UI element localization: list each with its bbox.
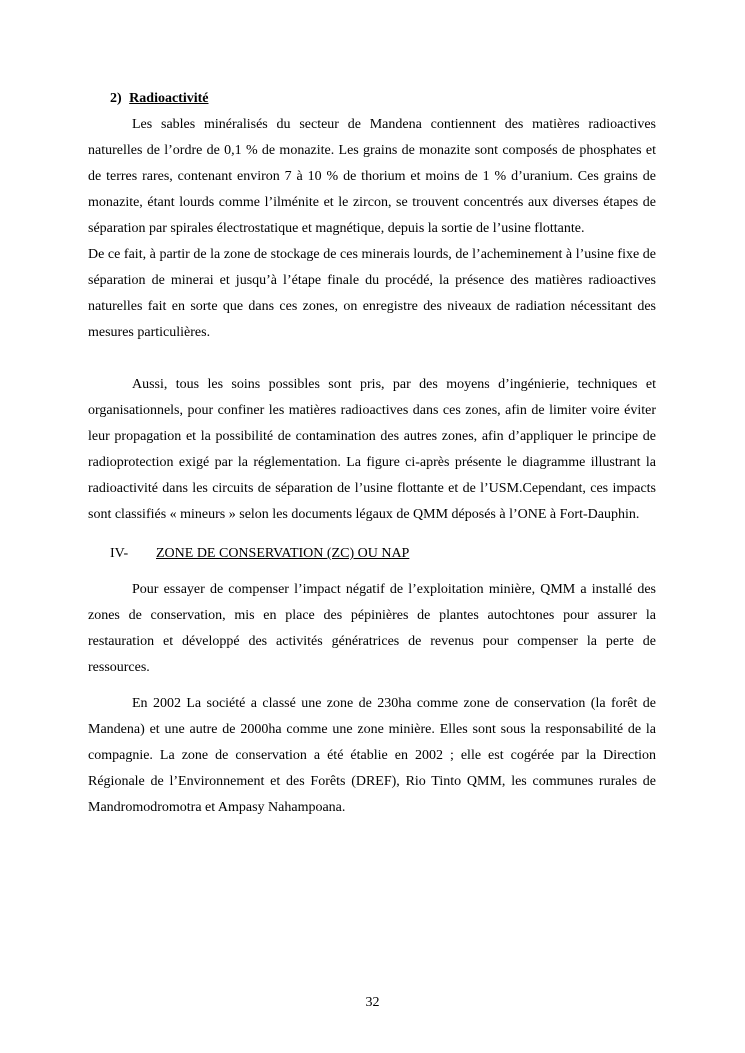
section-heading-radioactivity — [88, 86, 656, 112]
section-number: IV- — [110, 546, 129, 561]
section-heading-conservation — [88, 541, 656, 567]
paragraph-conservation-zone-2002: En 2002 La société a classé une zone de 230ha comme zone de conservation (la forêt de Mandena) et une autre de 2000ha comme une zone minière. Elles sont sous la responsabilité de la compagnie. La zone de conservation a été établie en 2002 ; elle est cogérée par la Direction Régionale de l’Environnement et des Forêts (DREF), Rio Tinto QMM, les communes rurales de Mandromodromotra et Ampasy Nahampoana. — [88, 696, 656, 815]
paragraph-conservation-measures: Pour essayer de compenser l’impact négatif de l’exploitation minière, QMM a installé des zones de conservation, mis en place des pépinières de plantes autochtones pour assurer la restauration et développé des activités génératrices de revenus pour compenser la perte de ressources. — [88, 582, 656, 675]
paragraph-radiation-zones: De ce fait, à partir de la zone de stockage de ces minerais lourds, de l’acheminement à l’usine fixe de séparation de minerai et jusqu’à l’étape finale du procédé, la présence des matières radioactives naturelles fait en sorte que dans ces zones, on enregistre des niveaux de radiation nécessitant des mesures particulières. — [88, 247, 656, 340]
page-content — [88, 86, 656, 821]
paragraph-monazite: Les sables minéralisés du secteur de Mandena contiennent des matières radioactives naturelles de l’ordre de 0,1 % de monazite. Les grains de monazite sont composés de phosphates et de terres rares, contenant environ 7 à 10 % de thorium et moins de 1 % d’uranium. Ces grains de monazite, étant lourds comme l’ilménite et le zircon, se trouvent concentrés aux diverses étapes de séparation par spirales électrostatique et magnétique, depuis la sortie de l’usine flottante. — [88, 117, 656, 236]
section-title: Radioactivité — [129, 91, 209, 106]
spacer — [88, 346, 656, 372]
spacer — [88, 681, 656, 691]
paragraph-radioprotection: Aussi, tous les soins possibles sont pris, par des moyens d’ingénierie, techniques et organisationnels, pour confiner les matières radioactives dans ces zones, afin de limiter voire éviter leur propagation et la possibilité de contamination des autres zones, afin d’appliquer le principe de radioprotection exigé par la réglementation. La figure ci-après présente le diagramme illustrant la radioactivité dans les circuits de séparation de l’usine flottante et de l’USM.Cependant, ces impacts sont classifiés « mineurs » selon les documents légaux de QMM déposés à l’ONE à Fort-Dauphin. — [88, 377, 656, 522]
section-title: ZONE DE CONSERVATION (ZC) OU NAP — [156, 546, 410, 561]
page-number: 32 — [365, 995, 380, 1010]
spacer — [88, 567, 656, 577]
section-number: 2) — [110, 91, 122, 106]
